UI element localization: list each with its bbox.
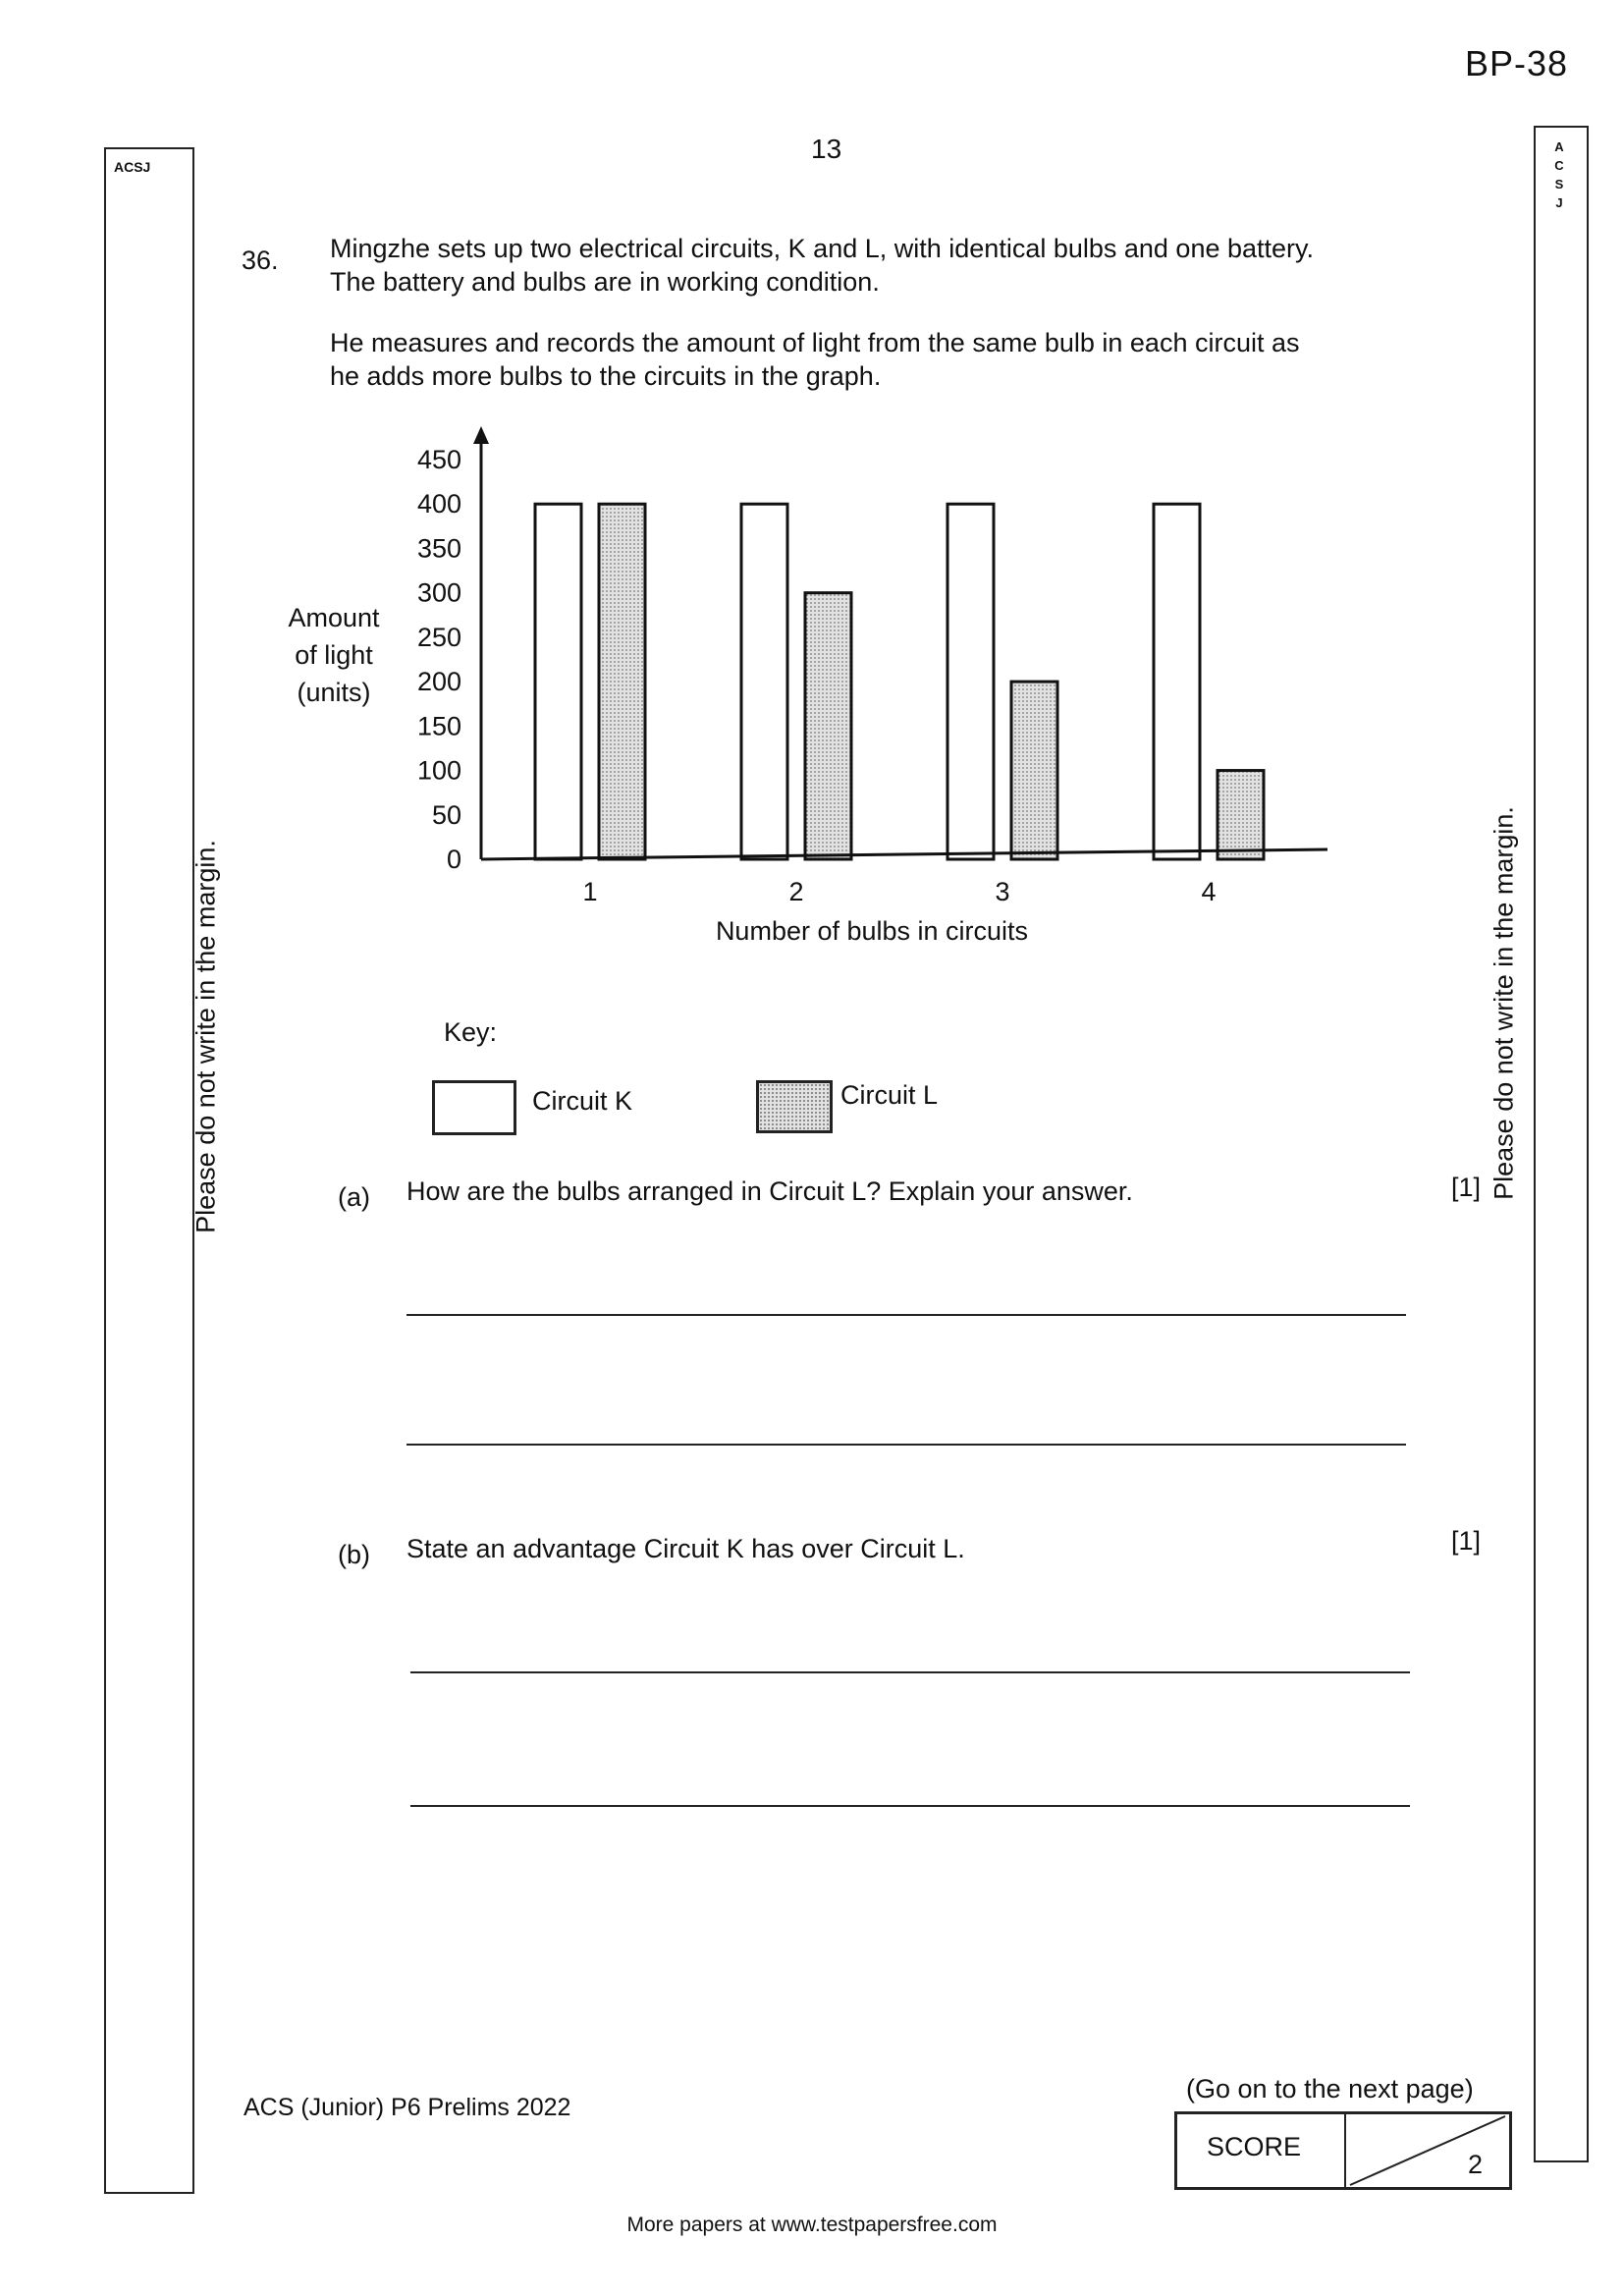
key-swatch-circuit-k (432, 1080, 516, 1135)
part-b-question: State an advantage Circuit K has over Circuit L. (406, 1534, 965, 1563)
part-a-question: How are the bulbs arranged in Circuit L? Explain your answer. (406, 1176, 1133, 1206)
bar-chart (0, 0, 1624, 982)
right-margin-notice: Please do not write in the margin. (1489, 806, 1519, 1200)
right-tag-letter: S (1554, 177, 1564, 191)
x-tick-label: 3 (995, 877, 1010, 906)
bar-circuit-k (1154, 504, 1200, 859)
question-paragraph-line: he adds more bulbs to the circuits in the graph. (330, 361, 882, 391)
page-number: 13 (811, 134, 842, 164)
right-tag-letter: J (1555, 195, 1563, 210)
y-tick-label: 350 (416, 533, 461, 564)
part-a-label: (a) (338, 1182, 370, 1212)
score-label: SCORE (1207, 2132, 1302, 2161)
bar-circuit-k (535, 504, 581, 859)
x-axis-label: Number of bulbs in circuits (715, 916, 1029, 946)
score-diagonal (1346, 2114, 1509, 2187)
key-label-circuit-k: Circuit K (532, 1086, 633, 1116)
y-axis-ticks (417, 445, 461, 874)
exam-title: ACS (Junior) P6 Prelims 2022 (244, 2094, 571, 2121)
question-number: 36. (242, 246, 279, 275)
x-tick-label: 1 (582, 877, 598, 906)
next-page-note: (Go on to the next page) (1186, 2074, 1474, 2104)
bar-circuit-l (1218, 771, 1264, 859)
bar-circuit-l (1011, 682, 1057, 859)
y-tick-label: 50 (431, 799, 461, 830)
right-tag-letter: A (1554, 139, 1564, 154)
y-tick-label: 250 (416, 622, 461, 652)
y-axis-label (288, 603, 380, 707)
source-credit: More papers at www.testpapersfree.com (626, 2214, 998, 2236)
key-title: Key: (444, 1017, 498, 1047)
x-tick-label: 4 (1201, 877, 1217, 906)
key-label-circuit-l: Circuit L (840, 1080, 939, 1110)
bar-circuit-k (741, 504, 787, 859)
bar-circuit-l (599, 504, 645, 859)
x-tick-label: 2 (788, 877, 804, 906)
part-b-answer-line[interactable] (410, 1805, 1410, 1807)
page-code: BP-38 (1465, 43, 1569, 83)
question-intro-line: Mingzhe sets up two electrical circuits, K and L, with identical bulbs and one battery. (330, 234, 1315, 263)
question-intro-line: The battery and bulbs are in working condition. (330, 267, 880, 297)
question-paragraph-line: He measures and records the amount of light from the same bulb in each circuit as (330, 328, 1300, 357)
part-b-marks: [1] (1451, 1526, 1482, 1556)
y-tick-label: 100 (416, 755, 461, 786)
x-axis-ticks (582, 877, 1216, 906)
part-a-answer-line[interactable] (406, 1314, 1406, 1316)
part-a-marks: [1] (1451, 1173, 1482, 1202)
y-tick-label: 150 (416, 711, 461, 741)
bar-circuit-l (805, 593, 851, 859)
part-b-answer-line[interactable] (410, 1671, 1410, 1673)
y-tick-label: 300 (416, 577, 461, 608)
part-a-answer-line[interactable] (406, 1444, 1406, 1446)
score-box (1174, 2111, 1512, 2190)
key-swatch-circuit-l (756, 1080, 833, 1133)
bar-series (535, 504, 1264, 859)
bar-circuit-k (947, 504, 994, 859)
y-axis-label-line: Amount (288, 603, 380, 632)
y-tick-label: 400 (416, 489, 461, 519)
y-tick-label: 200 (416, 667, 461, 697)
score-max: 2 (1468, 2150, 1484, 2179)
y-axis-arrow (473, 426, 489, 444)
y-tick-label: 0 (446, 845, 461, 874)
y-axis-label-line: of light (295, 640, 373, 670)
left-margin-tag: ACSJ (114, 159, 151, 175)
left-margin-notice: Please do not write in the margin. (190, 840, 221, 1233)
part-b-label: (b) (338, 1540, 370, 1569)
right-tag-letter: C (1554, 158, 1564, 173)
y-tick-label: 450 (416, 445, 461, 474)
y-axis-label-line: (units) (297, 678, 371, 707)
